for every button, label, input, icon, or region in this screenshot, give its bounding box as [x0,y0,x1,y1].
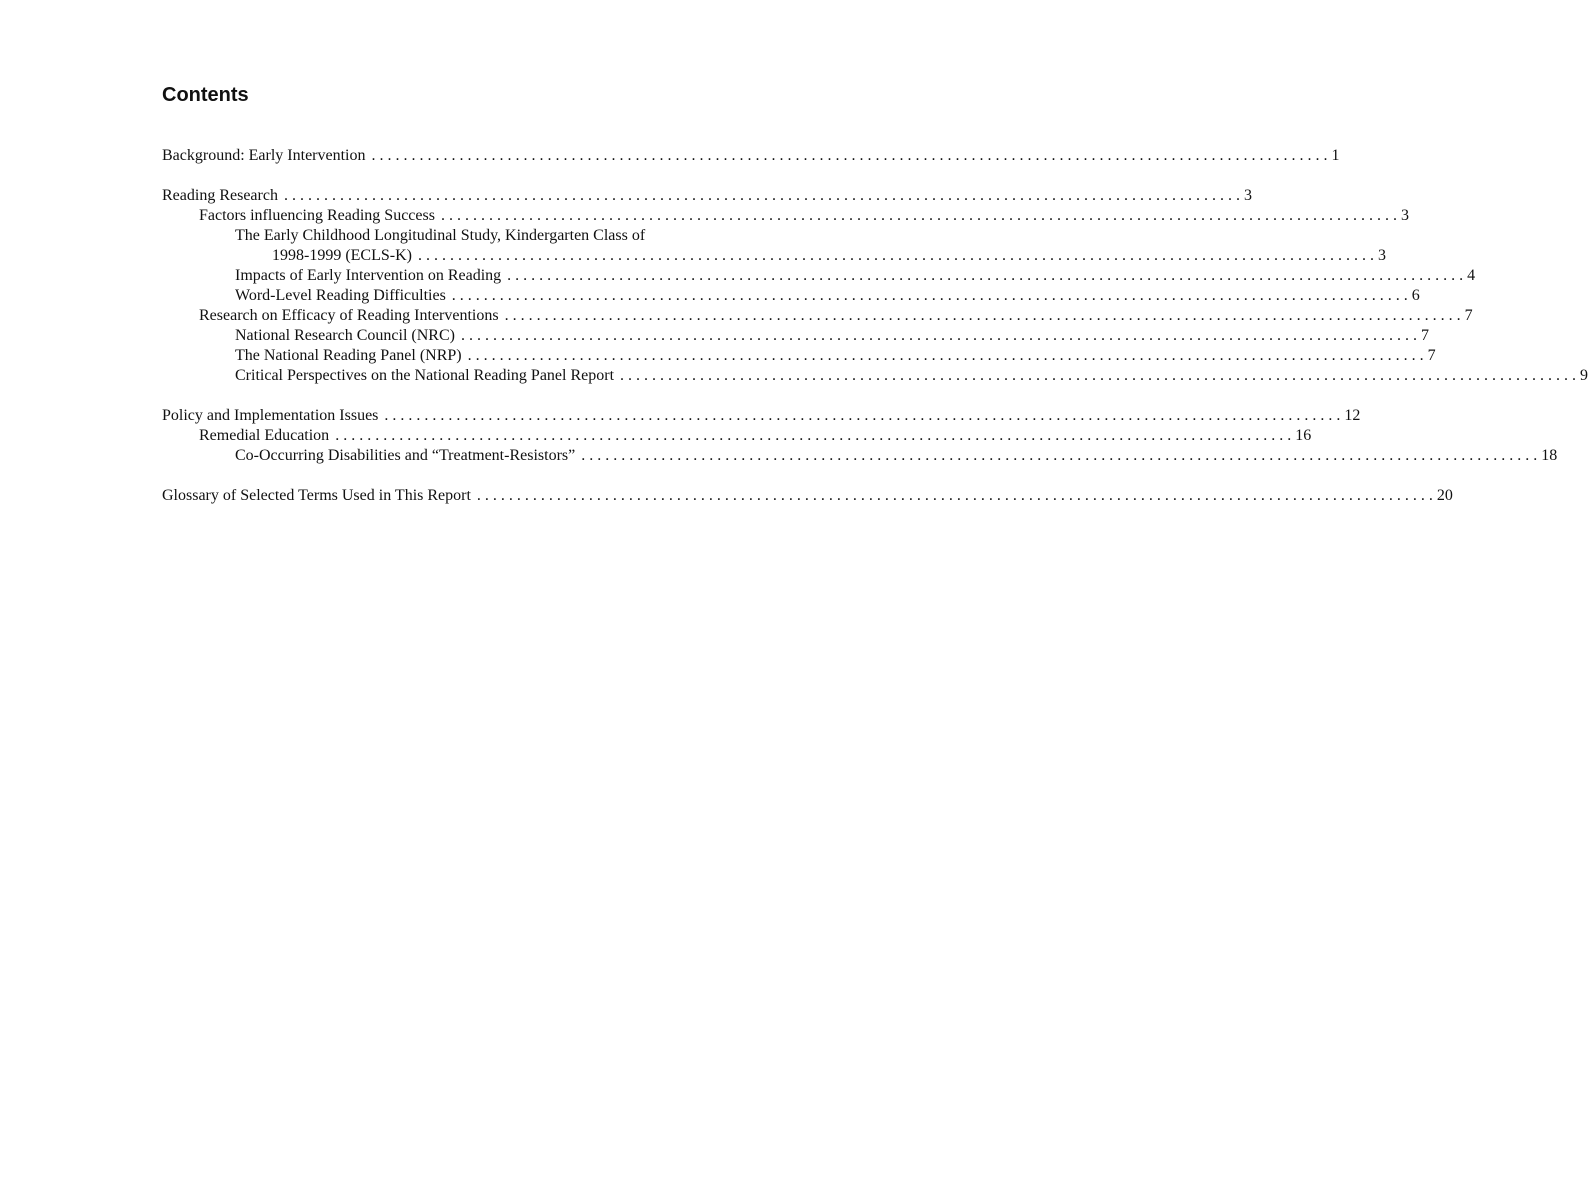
table-of-contents [162,146,1588,506]
toc-entry-co-occurring[interactable] [162,446,1558,466]
toc-entry-title: Remedial Education [199,427,330,444]
toc-entry-nrp[interactable] [162,346,1436,366]
toc-entry-remedial-education[interactable] [162,426,1312,446]
toc-entry-page: 7 [1427,347,1436,364]
toc-entry-word-level[interactable] [162,286,1420,306]
dot-leader: . . . . . . . . . . . . . . . . . . . . . . . . . . . . . . . . . . . . . . . . . . . . . . . . . . . . . . . . . . . . . . . . . . . . . . . . . . . . . . . . . . . . . . . . . . . . . . . . . . . . . . . . . . . . . . . . . . . . . . . . [371,147,1328,164]
dot-leader: . . . . . . . . . . . . . . . . . . . . . . . . . . . . . . . . . . . . . . . . . . . . . . . . . . . . . . . . . . . . . . . . . . . . . . . . . . . . . . . . . . . . . . . . . . . . . . . . . . . . . . . . . . . . . . . . . . . . . . . . [451,287,1408,304]
contents-heading: Contents [162,84,249,106]
toc-entry-critical-perspectives[interactable] [162,366,1588,386]
toc-entry-page: 1 [1331,147,1340,164]
dot-leader: . . . . . . . . . . . . . . . . . . . . . . . . . . . . . . . . . . . . . . . . . . . . . . . . . . . . . . . . . . . . . . . . . . . . . . . . . . . . . . . . . . . . . . . . . . . . . . . . . . . . . . . . . . . . . . . . . . . . . . . . [620,367,1577,384]
toc-entry-page: 7 [1464,307,1473,324]
toc-entry-factors-influencing[interactable] [162,206,1409,226]
toc-entry-page: 6 [1411,287,1420,304]
toc-entry-research-efficacy[interactable] [162,306,1473,326]
dot-leader: . . . . . . . . . . . . . . . . . . . . . . . . . . . . . . . . . . . . . . . . . . . . . . . . . . . . . . . . . . . . . . . . . . . . . . . . . . . . . . . . . . . . . . . . . . . . . . . . . . . . . . . . . . . . . . . . . . . . . . . . [581,447,1538,464]
toc-entry-background[interactable] [162,146,1340,166]
toc-entry-title: Critical Perspectives on the National Reading Panel Report [235,367,615,384]
dot-leader: . . . . . . . . . . . . . . . . . . . . . . . . . . . . . . . . . . . . . . . . . . . . . . . . . . . . . . . . . . . . . . . . . . . . . . . . . . . . . . . . . . . . . . . . . . . . . . . . . . . . . . . . . . . . . . . . . . . . . . . . [440,207,1397,224]
toc-entry-page: 9 [1580,367,1588,384]
toc-entry-impacts-early-intervention[interactable] [162,266,1476,286]
toc-entry-policy-implementation[interactable] [162,406,1361,426]
toc-entry-ecls-k-first-line[interactable] [162,226,758,246]
toc-entry-page: 12 [1344,407,1361,424]
dot-leader: . . . . . . . . . . . . . . . . . . . . . . . . . . . . . . . . . . . . . . . . . . . . . . . . . . . . . . . . . . . . . . . . . . . . . . . . . . . . . . . . . . . . . . . . . . . . . . . . . . . . . . . . . . . . . . . . . . . . . . . . [335,427,1292,444]
toc-entry-page: 3 [1377,247,1386,264]
toc-entry-page: 20 [1436,487,1453,504]
toc-entry-title: Impacts of Early Intervention on Reading [235,267,502,284]
toc-entry-title: The Early Childhood Longitudinal Study, Kindergarten Class of [235,227,646,244]
dot-leader: . . . . . . . . . . . . . . . . . . . . . . . . . . . . . . . . . . . . . . . . . . . . . . . . . . . . . . . . . . . . . . . . . . . . . . . . . . . . . . . . . . . . . . . . . . . . . . . . . . . . . . . . . . . . . . . . . . . . . . . . [283,187,1240,204]
toc-entry-title: Co-Occurring Disabilities and “Treatment-Resistors” [235,447,576,464]
toc-entry-page: 7 [1420,327,1429,344]
toc-entry-page: 18 [1541,447,1558,464]
toc-entry-title: Factors influencing Reading Success [199,207,435,224]
dot-leader: . . . . . . . . . . . . . . . . . . . . . . . . . . . . . . . . . . . . . . . . . . . . . . . . . . . . . . . . . . . . . . . . . . . . . . . . . . . . . . . . . . . . . . . . . . . . . . . . . . . . . . . . . . . . . . . . . . . . . . . . [476,487,1433,504]
toc-entry-page: 16 [1295,427,1312,444]
toc-entry-page: 4 [1467,267,1476,284]
dot-leader: . . . . . . . . . . . . . . . . . . . . . . . . . . . . . . . . . . . . . . . . . . . . . . . . . . . . . . . . . . . . . . . . . . . . . . . . . . . . . . . . . . . . . . . . . . . . . . . . . . . . . . . . . . . . . . . . . . . . . . . . [467,347,1424,364]
toc-entry-page: 3 [1243,187,1252,204]
toc-entry-reading-research[interactable] [162,186,1252,206]
dot-leader: . . . . . . . . . . . . . . . . . . . . . . . . . . . . . . . . . . . . . . . . . . . . . . . . . . . . . . . . . . . . . . . . . . . . . . . . . . . . . . . . . . . . . . . . . . . . . . . . . . . . . . . . . . . . . . . . . . . . . . . . [417,247,1374,264]
toc-entry-ecls-k[interactable] [162,246,1386,266]
toc-entry-title: Background: Early Intervention [162,147,366,164]
toc-entry-title: Glossary of Selected Terms Used in This Report [162,487,471,504]
dot-leader: . . . . . . . . . . . . . . . . . . . . . . . . . . . . . . . . . . . . . . . . . . . . . . . . . . . . . . . . . . . . . . . . . . . . . . . . . . . . . . . . . . . . . . . . . . . . . . . . . . . . . . . . . . . . . . . . . . . . . . . . [507,267,1464,284]
toc-entry-title: Reading Research [162,187,278,204]
toc-entry-nrc[interactable] [162,326,1429,346]
dot-leader: . . . . . . . . . . . . . . . . . . . . . . . . . . . . . . . . . . . . . . . . . . . . . . . . . . . . . . . . . . . . . . . . . . . . . . . . . . . . . . . . . . . . . . . . . . . . . . . . . . . . . . . . . . . . . . . . . . . . . . . . [504,307,1461,324]
dot-leader: . . . . . . . . . . . . . . . . . . . . . . . . . . . . . . . . . . . . . . . . . . . . . . . . . . . . . . . . . . . . . . . . . . . . . . . . . . . . . . . . . . . . . . . . . . . . . . . . . . . . . . . . . . . . . . . . . . . . . . . . [384,407,1341,424]
toc-entry-page: 3 [1400,207,1409,224]
toc-entry-title: Policy and Implementation Issues [162,407,379,424]
toc-entry-title: 1998-1999 (ECLS-K) [272,247,412,264]
toc-entry-title: Word-Level Reading Difficulties [235,287,446,304]
dot-leader: . . . . . . . . . . . . . . . . . . . . . . . . . . . . . . . . . . . . . . . . . . . . . . . . . . . . . . . . . . . . . . . . . . . . . . . . . . . . . . . . . . . . . . . . . . . . . . . . . . . . . . . . . . . . . . . . . . . . . . . . [460,327,1417,344]
toc-entry-title: Research on Efficacy of Reading Interventions [199,307,499,324]
toc-entry-title: The National Reading Panel (NRP) [235,347,462,364]
toc-entry-title: National Research Council (NRC) [235,327,455,344]
toc-entry-glossary[interactable] [162,486,1453,506]
